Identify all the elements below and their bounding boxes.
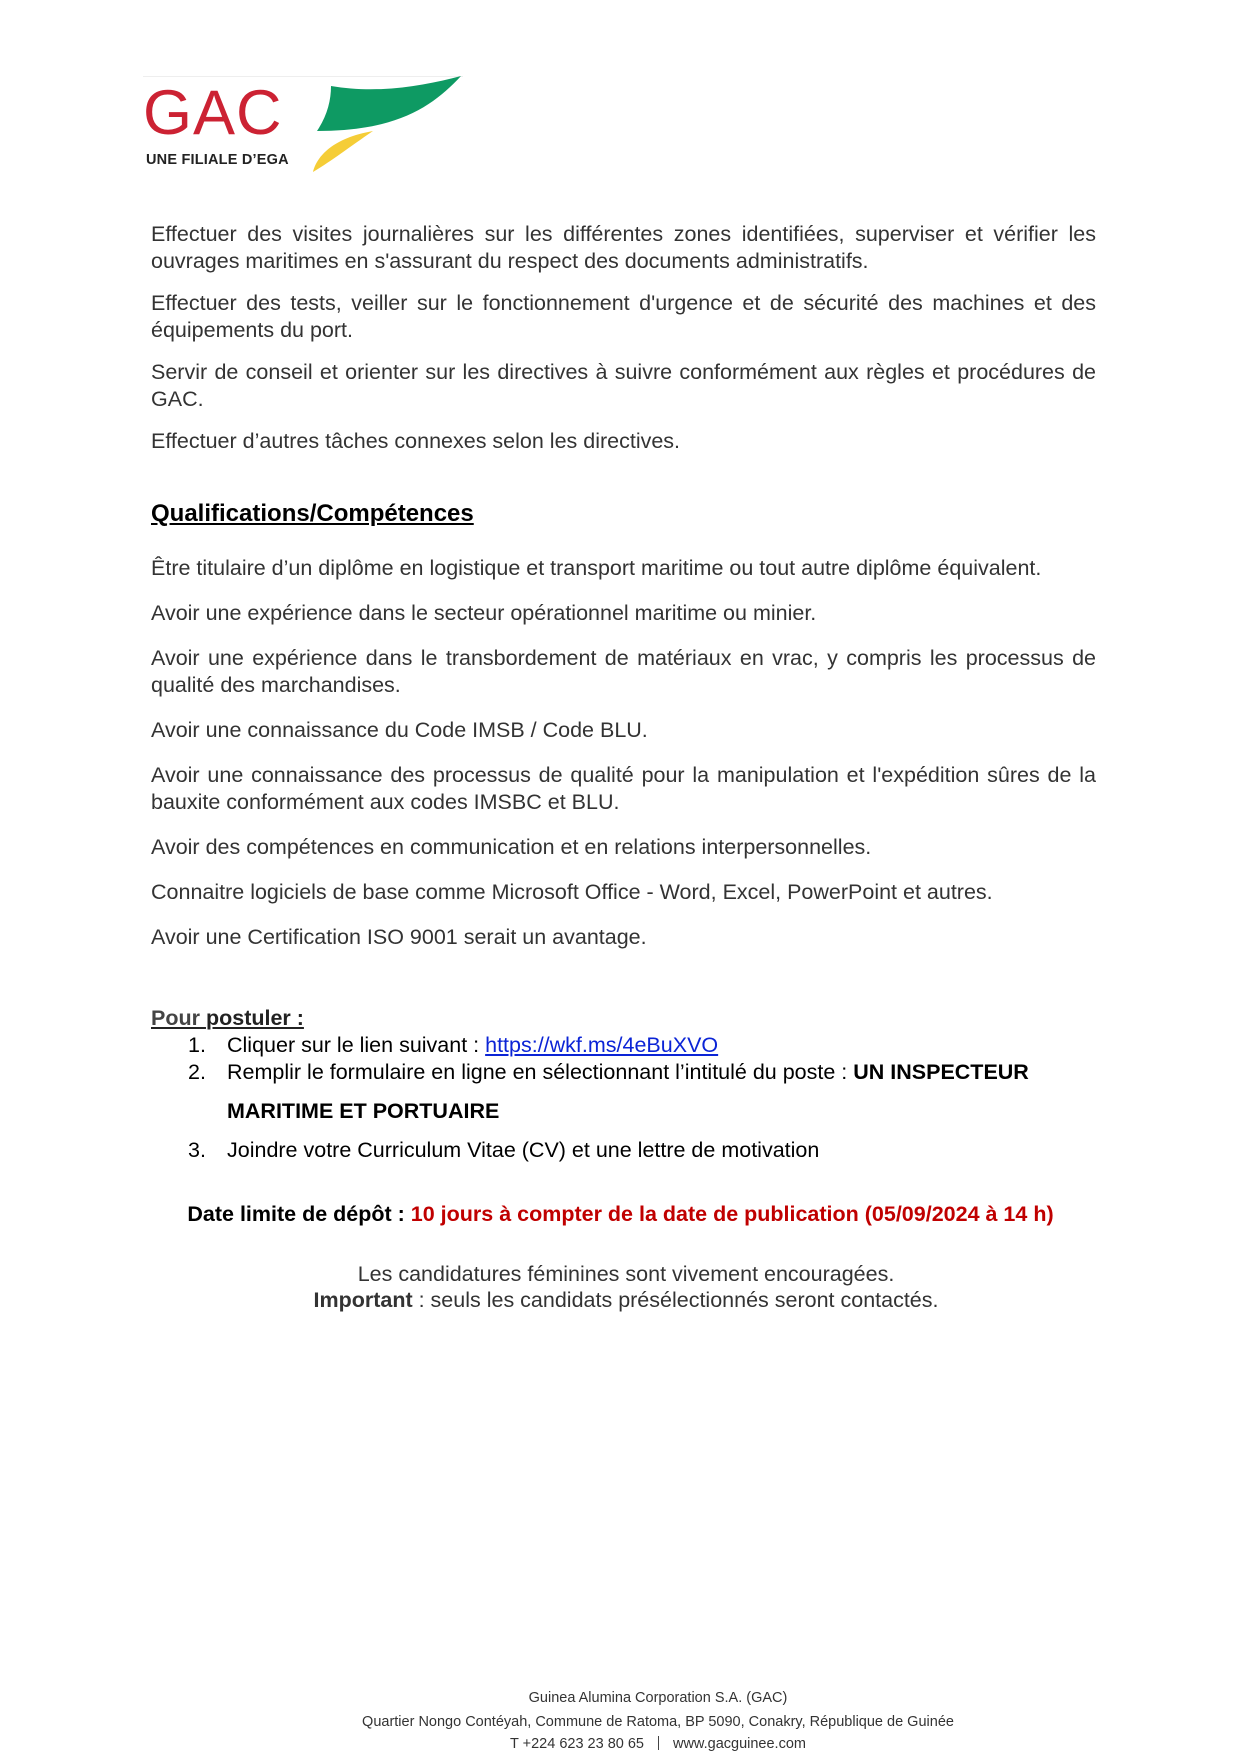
- job-title-part1: UN INSPECTEUR: [853, 1060, 1029, 1084]
- apply-heading: [151, 1005, 304, 1031]
- qualifications-list: [151, 555, 1096, 951]
- company-logo: [143, 76, 463, 176]
- deadline-label: Date limite de dépôt :: [187, 1202, 411, 1226]
- step-text-label: Remplir le formulaire en ligne en sélectionnant l’intitulé du poste :: [227, 1060, 854, 1084]
- step-number: 3.: [188, 1138, 206, 1162]
- responsibility-item: Effectuer des visites journalières sur les différentes zones identifiées, superviser et vérifier les ouvrages maritimes en s'assurant du respect des documents administratifs.: [151, 222, 1096, 273]
- logo-swoosh-icon: [303, 76, 463, 176]
- logo-yellow-swoosh: [313, 131, 373, 172]
- deadline: [0, 1201, 1241, 1228]
- step-number: 1.: [188, 1033, 206, 1057]
- responsibility-item: Effectuer des tests, veiller sur le fonctionnement d'urgence et de sécurité des machines et des équipements du port.: [151, 291, 1096, 342]
- responsibility-item: Servir de conseil et orienter sur les directives à suivre conformément aux règles et procédures de GAC.: [151, 360, 1096, 411]
- footer-company: Guinea Alumina Corporation S.A. (GAC): [528, 1690, 788, 1706]
- qualification-item: Avoir une Certification ISO 9001 serait un avantage.: [151, 925, 647, 949]
- apply-heading-part2: postuler :: [205, 1006, 304, 1030]
- important-label: Important: [313, 1288, 413, 1312]
- apply-steps: [151, 1032, 1101, 1172]
- important-text: : seuls les candidats présélectionnés seront contactés.: [412, 1288, 939, 1312]
- step-text: [227, 1032, 718, 1059]
- step-text-label: Cliquer sur le lien suivant :: [227, 1033, 486, 1057]
- qualification-item: Avoir une connaissance des processus de qualité pour la manipulation et l'expédition sûres de la bauxite conformément aux codes IMSBC et BLU.: [151, 763, 1096, 814]
- important-note: [0, 1286, 1241, 1314]
- footer-separator: [658, 1736, 659, 1750]
- step-text: [227, 1059, 1029, 1086]
- logo-green-swoosh: [317, 76, 461, 131]
- qualification-item: Avoir une expérience dans le transbordement de matériaux en vrac, y compris les processus de qualité des marchandises.: [151, 646, 1096, 697]
- qualification-item: Être titulaire d’un diplôme en logistique et transport maritime ou tout autre diplôme équivalent.: [151, 556, 1042, 580]
- step-text: Joindre votre Curriculum Vitae (CV) et une lettre de motivation: [227, 1138, 820, 1162]
- apply-heading-part1: Pour: [151, 1006, 200, 1030]
- deadline-value: 10 jours à compter de la date de publication (05/09/2024 à 14 h): [410, 1202, 1054, 1226]
- logo-subtitle: UNE FILIALE D’EGA: [146, 152, 289, 168]
- female-candidates-note: Les candidatures féminines sont vivement encouragées.: [357, 1262, 895, 1286]
- job-title-part2: MARITIME ET PORTUAIRE: [227, 1099, 500, 1123]
- responsibility-item: Effectuer d’autres tâches connexes selon les directives.: [151, 429, 681, 453]
- qualifications-heading: Qualifications/Compétences: [151, 500, 474, 527]
- qualification-item: Avoir une connaissance du Code IMSB / Code BLU.: [151, 718, 648, 742]
- footer-address: Quartier Nongo Contéyah, Commune de Ratoma, BP 5090, Conakry, République de Guinée: [362, 1714, 954, 1730]
- logo-wordmark: GAC: [143, 78, 283, 148]
- responsibilities-list: [151, 221, 1096, 455]
- qualification-item: Avoir une expérience dans le secteur opérationnel maritime ou minier.: [151, 601, 817, 625]
- qualification-item: Connaitre logiciels de base comme Microsoft Office - Word, Excel, PowerPoint et autres.: [151, 880, 993, 904]
- footer-contact: [0, 1736, 1241, 1752]
- step-number: 2.: [188, 1060, 206, 1084]
- application-link[interactable]: https://wkf.ms/4eBuXVO: [485, 1033, 719, 1057]
- footer-phone: T +224 623 23 80 65: [510, 1736, 644, 1752]
- qualification-item: Avoir des compétences en communication et en relations interpersonnelles.: [151, 835, 872, 859]
- footer-website[interactable]: www.gacguinee.com: [672, 1736, 806, 1752]
